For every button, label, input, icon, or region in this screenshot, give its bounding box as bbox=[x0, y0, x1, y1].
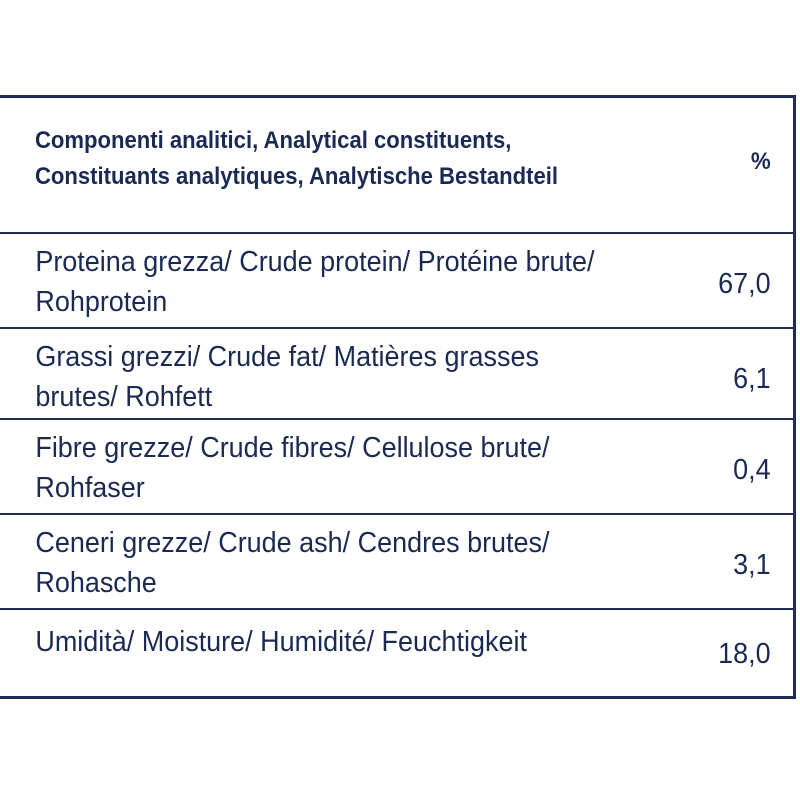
header-unit: % bbox=[750, 148, 771, 175]
table-row-crude-fat bbox=[0, 329, 793, 420]
header-label-line1: Componenti analitici, Analytical constituents, bbox=[34, 127, 512, 154]
row-value: 67,0 bbox=[718, 268, 771, 300]
header-label-line2: Constituants analytiques, Analytische Bestandteil bbox=[34, 163, 559, 190]
table-row-moisture bbox=[0, 610, 793, 696]
row-value: 18,0 bbox=[718, 638, 771, 670]
analytical-constituents-table bbox=[0, 95, 796, 699]
table-row-crude-ash bbox=[0, 515, 793, 610]
row-label: Umidità/ Moisture/ Humidité/ Feuchtigkeit bbox=[35, 626, 527, 658]
row-label: Proteina grezza/ Crude protein/ Protéine brute/ Rohprotein bbox=[35, 246, 595, 318]
header-label bbox=[0, 98, 606, 195]
row-label: Ceneri grezze/ Crude ash/ Cendres brutes/ Rohasche bbox=[35, 527, 550, 599]
row-value: 0,4 bbox=[733, 454, 771, 486]
table-row-crude-protein bbox=[0, 234, 793, 329]
row-value: 3,1 bbox=[733, 549, 771, 581]
row-value: 6,1 bbox=[733, 363, 771, 395]
table-header-row bbox=[0, 98, 793, 234]
row-label: Grassi grezzi/ Crude fat/ Matières grasses brutes/ Rohfett bbox=[35, 341, 539, 413]
table-row-crude-fibres bbox=[0, 420, 793, 515]
row-label: Fibre grezze/ Crude fibres/ Cellulose brute/ Rohfaser bbox=[35, 432, 550, 504]
